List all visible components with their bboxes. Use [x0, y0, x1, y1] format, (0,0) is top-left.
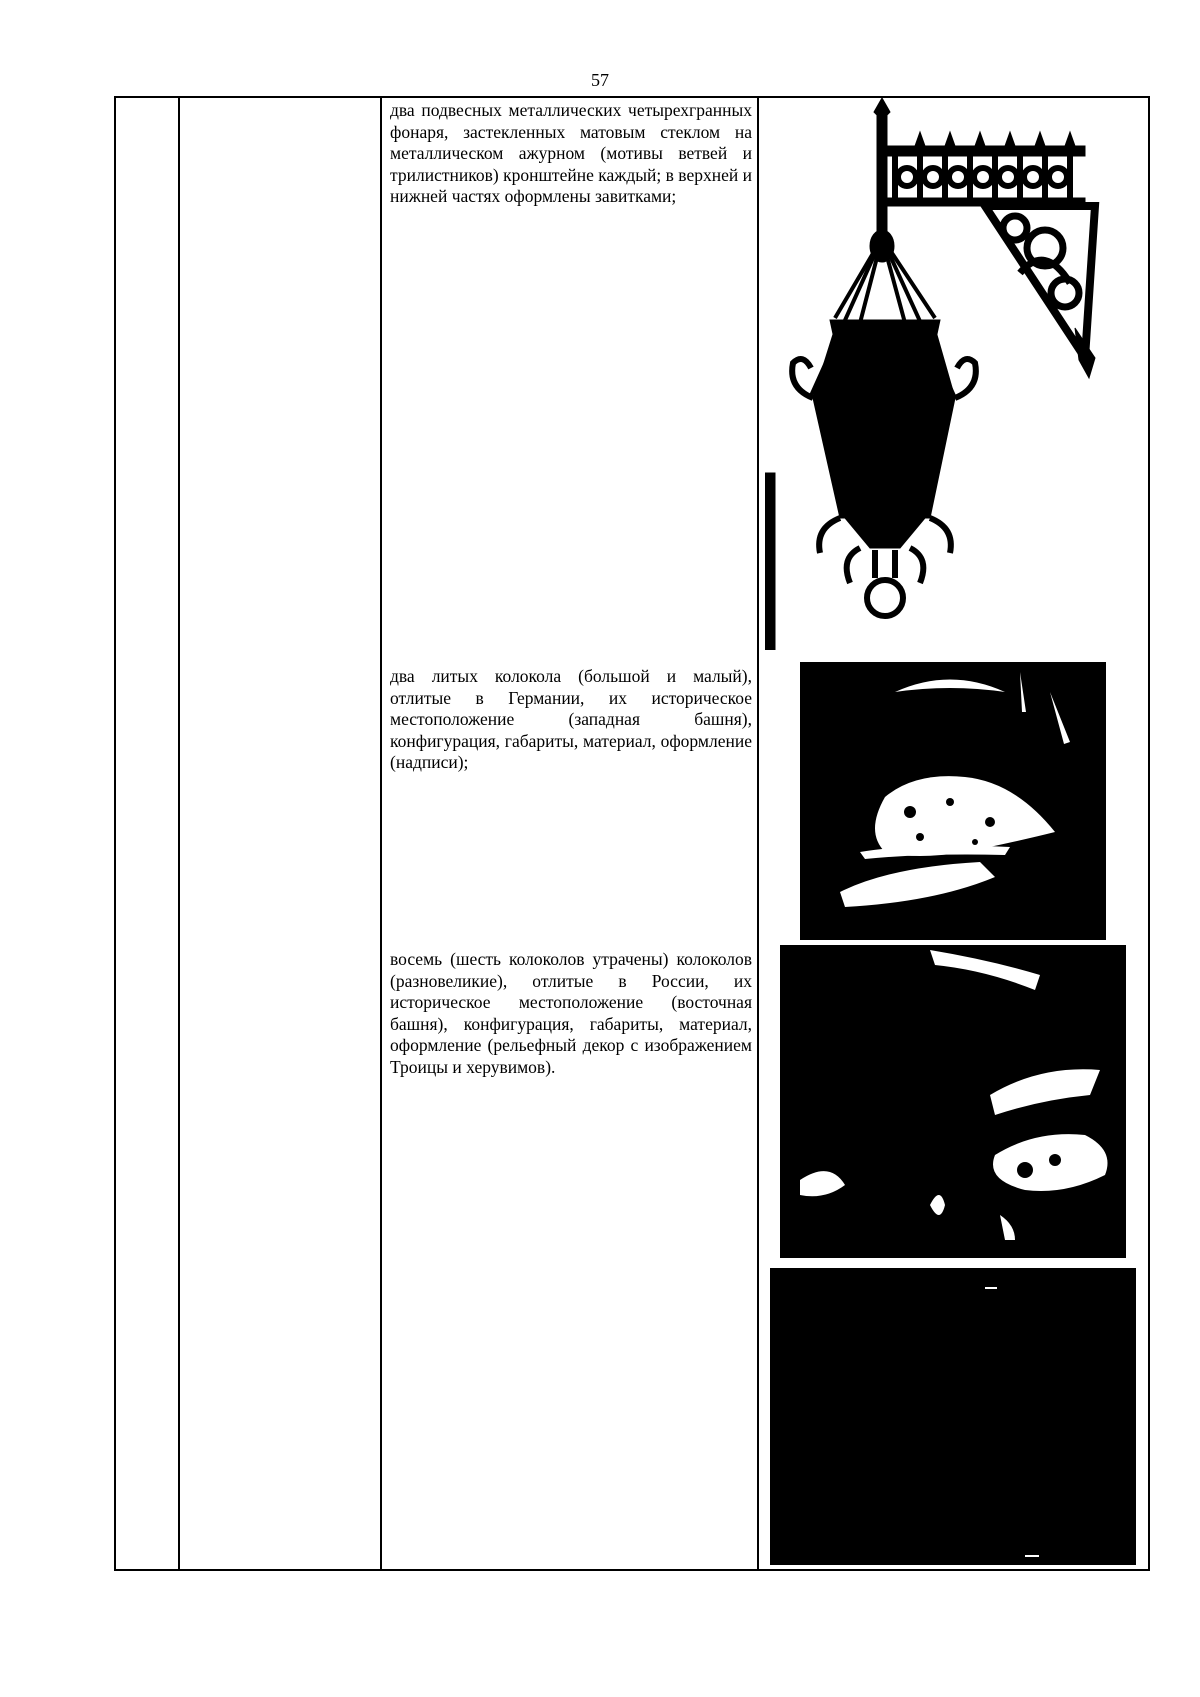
item-description-east-bells: восемь (шесть колоколов утрачены) колоколов (разновеликие), отлитые в России, их историческое местоположение (восточная башня), конфигурация, габариты, материал, оформление (рельефный декор с изображением Троицы и херувимов). [390, 949, 752, 1077]
column-divider-2 [380, 96, 382, 1571]
bells-image [780, 945, 1126, 1258]
page-number: 57 [591, 70, 609, 90]
lantern-photo [765, 98, 1125, 650]
column-divider-1 [178, 96, 180, 1571]
west-tower-bell-photo [800, 662, 1106, 940]
dark-bell-image [770, 1265, 1136, 1565]
column-divider-3 [757, 96, 759, 1571]
item-description-west-bells: два литых колокола (большой и малый), отлитые в Германии, их историческое местоположение (западная башня), конфигурация, габариты, материал, оформление (надписи); [390, 666, 752, 772]
bell-image [800, 662, 1106, 940]
lantern-silhouette [765, 98, 1125, 650]
dark-bell-photo [770, 1265, 1136, 1565]
item-description-lanterns: два подвесных металлических четырехгранных фонаря, застекленных матовым стеклом на металлическом ажурном (мотивы ветвей и трилистников) кронштейне каждый; в верхней и нижней частях оформлены завитками; [390, 100, 752, 206]
east-tower-bells-photo [780, 945, 1126, 1258]
